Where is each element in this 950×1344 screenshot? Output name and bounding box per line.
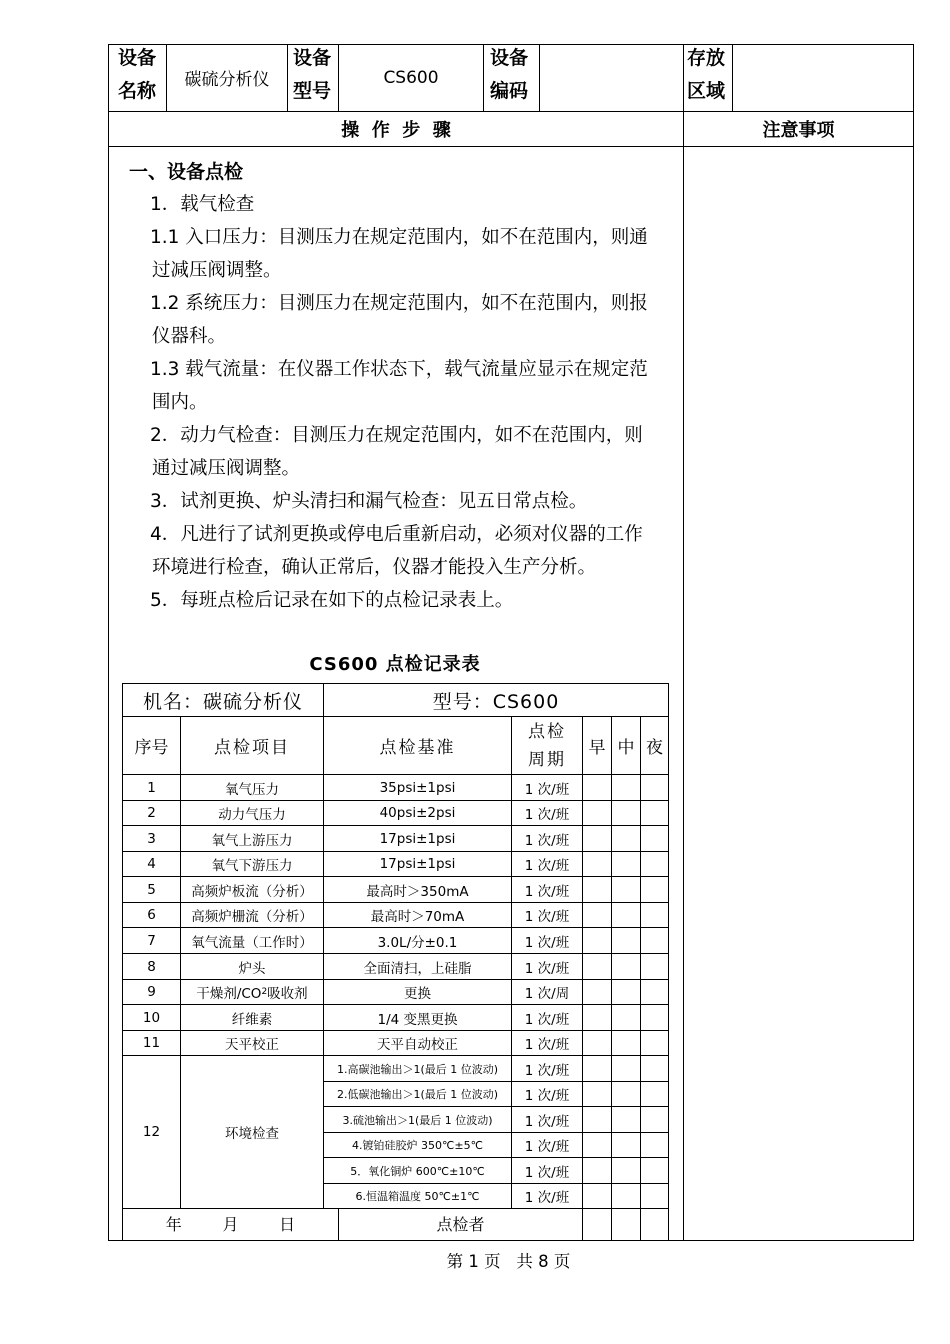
row-check-early — [583, 980, 611, 1004]
record-model: 型号：CS600 — [432, 690, 560, 713]
row-item: 氧气压力 — [225, 781, 279, 798]
env-cycle: 1 次/班 — [524, 1190, 570, 1206]
row-check-early — [583, 877, 611, 902]
row-item-text: 干燥剂/CO — [196, 986, 262, 1002]
row-check-mid — [612, 775, 640, 800]
step-line: 5．每班点检后记录在如下的点检记录表上。 — [150, 590, 514, 611]
row-item: 炉头 — [238, 960, 266, 977]
env-row-item: 环境检查 — [225, 1126, 279, 1142]
row-check-night — [641, 980, 668, 1004]
row-no: 11 — [142, 1035, 161, 1051]
env-cycle: 1 次/班 — [524, 1088, 570, 1104]
row-item — [181, 980, 323, 1004]
row-cycle: 1 次/班 — [524, 832, 570, 849]
row-cycle: 1 次/班 — [524, 960, 570, 977]
env-check-early — [583, 1133, 611, 1157]
step-line: 1.3 载气流量：在仪器工作状态下，载气流量应显示在规定范 — [150, 359, 648, 380]
row-item: 动力气压力 — [218, 807, 286, 823]
row-no: 9 — [147, 984, 156, 1000]
row-no: 2 — [147, 805, 156, 821]
env-cycle: 1 次/班 — [524, 1062, 570, 1079]
env-cycle: 1 次/班 — [524, 1164, 570, 1181]
row-item: 纤维素 — [231, 1011, 273, 1028]
row-check-night — [641, 801, 668, 825]
env-check-night — [641, 1107, 668, 1132]
row-check-early — [583, 954, 611, 979]
row-check-night — [641, 1031, 668, 1055]
record-date: 年 月 日 — [165, 1214, 296, 1234]
row-check-early — [583, 852, 611, 876]
step-line: 过减压阀调整。 — [152, 260, 282, 281]
row-standard: 天平自动校正 — [377, 1037, 458, 1053]
row-check-night — [641, 1005, 668, 1030]
equipment-name-value: 碳硫分析仪 — [184, 70, 270, 90]
row-check-mid — [612, 1031, 640, 1055]
env-check-night — [641, 1082, 668, 1106]
row-standard: 1/4 变黑更换 — [377, 1011, 458, 1028]
row-standard: 17psi±1psi — [379, 856, 456, 872]
row-no: 8 — [147, 958, 156, 975]
row-check-mid — [612, 852, 640, 876]
col-header-standard: 点检基准 — [379, 738, 456, 758]
step-line: 仪器科。 — [152, 326, 227, 347]
row-item-subscript: 2 — [261, 987, 268, 997]
row-check-night — [641, 877, 668, 902]
row-check-early — [583, 775, 611, 800]
row-item: 氧气流量（工作时） — [191, 934, 313, 951]
storage-area-label: 存放 区域 — [687, 47, 726, 102]
row-item: 天平校正 — [225, 1037, 279, 1053]
env-check-mid — [612, 1056, 640, 1081]
row-standard: 最高时＞70mA — [370, 909, 465, 925]
record-inspector: 点检者 — [436, 1214, 485, 1234]
env-check-early — [583, 1056, 611, 1081]
col-header-mid: 中 — [617, 738, 635, 758]
row-no: 6 — [147, 907, 156, 923]
row-no: 4 — [147, 856, 156, 872]
env-check-mid — [612, 1158, 640, 1183]
row-standard: 17psi±1psi — [379, 830, 456, 847]
operation-steps-heading: 操 作 步 骤 — [341, 120, 451, 141]
row-check-mid — [612, 980, 640, 1004]
equipment-model-label: 设备 型号 — [293, 47, 332, 102]
env-standard: 3.硫池输出＞1(最后 1 位波动) — [342, 1113, 493, 1127]
cycle-label-1: 点检 — [528, 721, 566, 742]
env-check-night — [641, 1184, 668, 1208]
equipment-model-value: CS600 — [383, 67, 439, 88]
row-check-mid — [612, 928, 640, 953]
env-check-night — [641, 1133, 668, 1157]
row-standard: 最高时＞350mA — [366, 883, 469, 900]
row-check-early — [583, 1005, 611, 1030]
step-line: 4．凡进行了试剂更换或停电后重新启动，必须对仪器的工作 — [150, 524, 643, 545]
row-cycle: 1 次/班 — [524, 807, 570, 823]
env-check-early — [583, 1158, 611, 1183]
row-check-early — [583, 826, 611, 851]
row-no: 1 — [147, 779, 156, 796]
env-standard: 1.高碳池输出＞1(最后 1 位波动) — [336, 1062, 499, 1076]
row-check-night — [641, 852, 668, 876]
col-header-night: 夜 — [646, 738, 663, 758]
step-line: 3．试剂更换、炉头清扫和漏气检查：见五日常点检。 — [150, 491, 588, 512]
row-no: 3 — [147, 830, 156, 847]
equipment-code-label: 设备 编码 — [490, 47, 529, 102]
row-check-night — [641, 954, 668, 979]
row-cycle: 1 次/班 — [524, 781, 570, 798]
row-check-night — [641, 903, 668, 927]
env-check-night — [641, 1158, 668, 1183]
env-standard: 2.低碳池输出＞1(最后 1 位波动) — [336, 1088, 499, 1101]
row-check-mid — [612, 877, 640, 902]
row-check-early — [583, 903, 611, 927]
env-check-early — [583, 1107, 611, 1132]
row-item: 氧气下游压力 — [211, 858, 293, 874]
row-item: 氧气上游压力 — [211, 832, 293, 849]
env-check-mid — [612, 1133, 640, 1157]
step-line: 1.2 系统压力：目测压力在规定范围内，如不在范围内，则报 — [150, 293, 648, 314]
step-line: 环境进行检查，确认正常后，仪器才能投入生产分析。 — [152, 557, 597, 578]
row-no: 5 — [147, 881, 156, 898]
step-line: 1．载气检查 — [150, 194, 255, 215]
row-check-early — [583, 928, 611, 953]
env-check-early — [583, 1082, 611, 1106]
row-standard: 3.0L/分±0.1 — [377, 934, 458, 951]
row-item-text: 吸收剂 — [267, 986, 308, 1002]
record-table-title: CS600 点检记录表 — [309, 654, 481, 675]
row-cycle: 1 次/班 — [524, 858, 570, 874]
env-standard: 6.恒温箱温度 50℃±1℃ — [355, 1190, 480, 1203]
row-check-early — [583, 801, 611, 825]
cycle-label-2: 周期 — [528, 749, 566, 770]
env-check-mid — [612, 1184, 640, 1208]
env-row-no: 12 — [142, 1124, 161, 1140]
col-header-no: 序号 — [134, 738, 169, 758]
env-check-early — [583, 1184, 611, 1208]
env-check-mid — [612, 1107, 640, 1132]
row-check-mid — [612, 954, 640, 979]
storage-area-value — [733, 44, 913, 111]
row-no: 10 — [142, 1009, 161, 1026]
row-cycle: 1 次/班 — [524, 1011, 570, 1028]
row-cycle: 1 次/班 — [524, 934, 570, 951]
row-cycle: 1 次/班 — [524, 883, 570, 900]
row-standard: 更换 — [404, 986, 431, 1002]
col-header-early: 早 — [588, 738, 606, 758]
step-line: 2．动力气检查：目测压力在规定范围内，如不在范围内，则 — [150, 425, 643, 446]
row-standard: 全面清扫，上硅脂 — [363, 960, 472, 977]
equipment-name-label: 设备 名称 — [118, 47, 157, 102]
section-title: 一、设备点检 — [129, 161, 244, 183]
col-header-cycle — [512, 717, 582, 774]
notes-heading: 注意事项 — [762, 120, 835, 141]
page-number: 第 1 页 共 8 页 — [446, 1252, 571, 1271]
row-item: 高频炉栅流（分析） — [191, 909, 313, 925]
row-cycle: 1 次/周 — [524, 986, 570, 1002]
equipment-code-value — [540, 44, 683, 111]
row-no: 7 — [147, 932, 156, 949]
row-check-night — [641, 826, 668, 851]
row-check-mid — [612, 801, 640, 825]
env-cycle: 1 次/班 — [524, 1113, 570, 1130]
step-line: 通过减压阀调整。 — [152, 458, 301, 479]
row-check-mid — [612, 903, 640, 927]
row-cycle: 1 次/班 — [524, 909, 570, 925]
env-cycle: 1 次/班 — [524, 1139, 570, 1155]
record-machine-name: 机名：碳硫分析仪 — [142, 690, 303, 713]
row-check-night — [641, 775, 668, 800]
row-check-early — [583, 1031, 611, 1055]
row-check-night — [641, 928, 668, 953]
row-standard: 35psi±1psi — [379, 779, 456, 796]
step-line: 1.1 入口压力：目测压力在规定范围内，如不在范围内，则通 — [150, 227, 648, 248]
row-check-mid — [612, 1005, 640, 1030]
env-standard: 5．氧化铜炉 600℃±10℃ — [350, 1164, 485, 1178]
env-check-mid — [612, 1082, 640, 1106]
row-cycle: 1 次/班 — [524, 1037, 570, 1053]
row-item: 高频炉板流（分析） — [191, 883, 313, 900]
row-check-mid — [612, 826, 640, 851]
env-standard: 4.镀铂硅胶炉 350℃±5℃ — [352, 1139, 483, 1152]
row-standard: 40psi±2psi — [379, 805, 456, 821]
col-header-item: 点检项目 — [214, 738, 290, 758]
env-check-night — [641, 1056, 668, 1081]
step-line: 围内。 — [152, 392, 208, 413]
